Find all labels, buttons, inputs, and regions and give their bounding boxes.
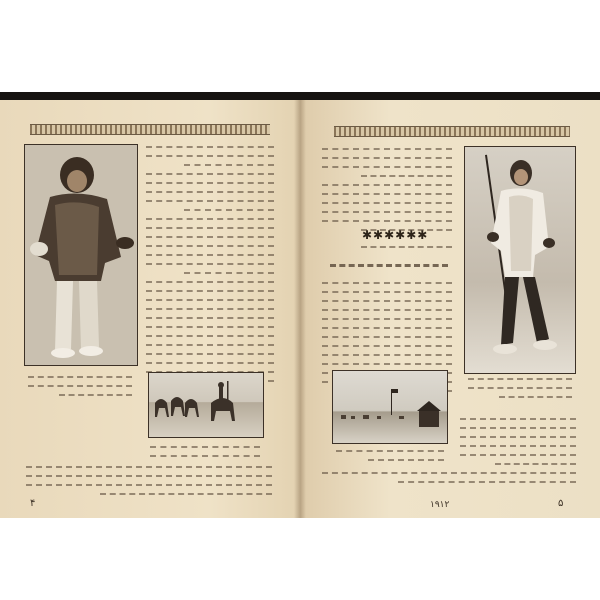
right-footer-text (322, 472, 576, 490)
text-line (322, 318, 452, 320)
text-line (322, 166, 452, 168)
left-portrait-caption (28, 376, 132, 403)
text-line (146, 218, 274, 220)
left-bottom-body-text (26, 466, 272, 502)
caravan-caption (150, 446, 260, 464)
text-line (460, 436, 576, 438)
text-line (146, 344, 274, 346)
text-line (146, 299, 274, 301)
text-line (146, 254, 274, 256)
text-line (146, 245, 274, 247)
text-line (322, 202, 452, 204)
snow-camp-landscape-photo (332, 370, 448, 444)
camp-caption (336, 450, 444, 468)
magazine-spread (0, 100, 600, 518)
text-line (322, 327, 452, 329)
text-line (460, 418, 576, 420)
right-page-number: ۵ (558, 498, 564, 509)
camel-caravan-photo (148, 372, 264, 438)
text-line (322, 472, 576, 474)
text-line (460, 427, 576, 429)
text-line (322, 345, 452, 347)
text-line (184, 209, 274, 211)
right-page (300, 100, 600, 518)
section-title-line (330, 264, 448, 267)
explorer-with-staff-photo (464, 146, 576, 374)
caption-line (468, 378, 572, 380)
right-top-body-text (322, 148, 452, 238)
text-line (146, 182, 274, 184)
text-line (398, 481, 576, 483)
text-line (26, 484, 272, 486)
text-line (146, 173, 274, 175)
text-line (322, 363, 452, 365)
camp-structures (333, 371, 447, 443)
text-line (322, 336, 452, 338)
left-ornamental-header (30, 124, 270, 135)
right-bottom-body-text (460, 418, 576, 472)
text-line (146, 362, 274, 364)
caption-line (336, 450, 444, 452)
text-line (146, 290, 274, 292)
caption-line (59, 394, 132, 396)
text-line (361, 246, 452, 248)
text-line (26, 466, 272, 468)
caption-line (368, 459, 444, 461)
text-line (100, 493, 272, 495)
text-line (146, 155, 274, 157)
explorer-figure (465, 147, 575, 373)
polar-explorer-fur-suit-photo (24, 144, 138, 366)
text-line (184, 164, 274, 166)
text-line (322, 211, 452, 213)
text-line (146, 263, 274, 265)
fur-suit-figure (25, 145, 137, 365)
caption-line (150, 455, 260, 457)
text-line (322, 300, 452, 302)
text-line (322, 354, 452, 356)
text-line (361, 175, 452, 177)
left-page-number: ۴ (30, 498, 36, 509)
issue-year: ۱۹۱۲ (430, 500, 450, 510)
text-line (460, 445, 576, 447)
text-line (322, 309, 452, 311)
text-line (322, 193, 452, 195)
caption-line (468, 387, 572, 389)
text-line (146, 353, 274, 355)
text-line (146, 227, 274, 229)
text-line (146, 326, 274, 328)
caption-line (499, 396, 572, 398)
text-line (146, 281, 274, 283)
right-short-intro-text (322, 246, 452, 255)
text-line (322, 184, 452, 186)
text-line (322, 148, 452, 150)
text-line (322, 291, 452, 293)
text-line (322, 157, 452, 159)
left-column-body-text (146, 146, 274, 389)
text-line (146, 308, 274, 310)
section-title (330, 258, 448, 272)
caravan-figures (149, 373, 263, 437)
text-line (322, 282, 452, 284)
text-line (146, 335, 274, 337)
caption-line (28, 376, 132, 378)
text-line (495, 463, 576, 465)
page-gutter-shadow (294, 100, 306, 518)
section-divider-stars: ✱✱✱✱✱✱ (362, 228, 429, 242)
left-page (0, 100, 300, 518)
caption-line (150, 446, 260, 448)
text-line (146, 317, 274, 319)
text-line (184, 272, 274, 274)
right-ornamental-header (334, 126, 570, 137)
caption-line (28, 385, 132, 387)
text-line (146, 200, 274, 202)
text-line (146, 236, 274, 238)
explorer-caption (468, 378, 572, 405)
text-line (460, 454, 576, 456)
text-line (146, 191, 274, 193)
text-line (322, 220, 452, 222)
text-line (146, 146, 274, 148)
text-line (26, 475, 272, 477)
